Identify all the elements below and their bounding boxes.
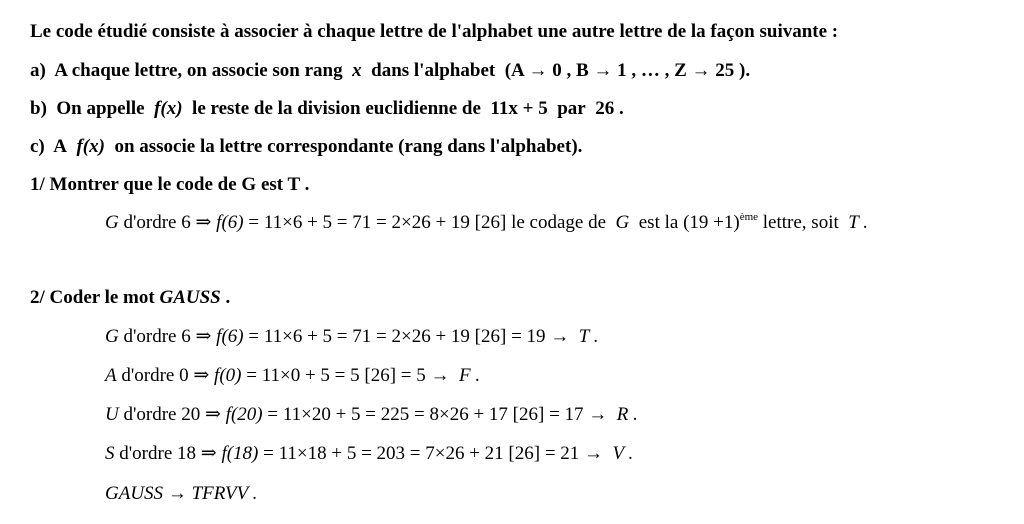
q2-word: GAUSS xyxy=(159,287,221,308)
q2-title xyxy=(30,286,230,310)
q2-line-g xyxy=(105,325,599,349)
q2-final-code: TFRVV . xyxy=(191,483,258,504)
step-a-mapping: (A → 0 , B → 1 , … , Z → 25 ). xyxy=(504,60,751,81)
q2-letter: G xyxy=(105,326,119,347)
step-c-fx: f(x) xyxy=(76,136,105,157)
step-c-text2: on associe la lettre correspondante (rang dans l'alphabet). xyxy=(114,136,583,157)
intro-text: Le code étudié consiste à associer à chaque lettre de l'alphabet une autre lettre de la façon suivante : xyxy=(30,21,839,42)
q2-final-word: GAUSS xyxy=(105,483,164,504)
step-a-text2: dans l'alphabet xyxy=(371,60,496,81)
q2-fx: f(6) xyxy=(216,326,244,347)
q2-calc: = 11×20 + 5 = 225 = 8×26 + 17 [26] = 17 → xyxy=(267,404,608,425)
q1-calc: = 11×6 + 5 = 71 = 2×26 + 19 [26] le codage de xyxy=(248,212,607,233)
q2-result: T . xyxy=(578,326,599,347)
q2-result: R . xyxy=(616,404,638,425)
step-a-var: x xyxy=(352,60,362,81)
q1-letter2: G xyxy=(615,212,630,233)
step-c-text: A xyxy=(53,136,67,157)
q1-title: 1/ Montrer que le code de G est T . xyxy=(30,174,310,195)
q2-calc: = 11×0 + 5 = 5 [26] = 5 → xyxy=(246,365,450,386)
q1-answer xyxy=(105,211,868,235)
q2-letter: U xyxy=(105,404,119,425)
q2-line-s xyxy=(105,442,633,466)
step-a-text: A chaque lettre, on associe son rang xyxy=(54,60,343,81)
q1-mid: est la (19 +1) xyxy=(638,212,740,233)
q2-title-suffix: . xyxy=(225,287,231,308)
q1-letter: G xyxy=(105,212,119,233)
q2-letter: A xyxy=(105,365,117,386)
q1-result: T . xyxy=(848,212,868,233)
q2-ordre: d'ordre 18 ⇒ xyxy=(119,443,217,464)
q2-line-u xyxy=(105,403,638,427)
q2-ordre: d'ordre 0 ⇒ xyxy=(121,365,210,386)
step-a-label: a) xyxy=(30,60,46,81)
step-b-fx: f(x) xyxy=(154,98,183,119)
step-b-text3: par xyxy=(557,98,586,119)
q1-end: lettre, soit xyxy=(762,212,839,233)
q1-ordre: d'ordre 6 ⇒ xyxy=(123,212,212,233)
q2-calc: = 11×6 + 5 = 71 = 2×26 + 19 [26] = 19 → xyxy=(248,326,570,347)
step-b-text2: le reste de la division euclidienne de xyxy=(192,98,481,119)
step-b-expr: 11x + 5 xyxy=(490,98,548,119)
step-b-label: b) xyxy=(30,98,47,119)
step-c-label: c) xyxy=(30,136,45,157)
q2-fx: f(18) xyxy=(221,443,259,464)
step-b-num: 26 . xyxy=(595,98,624,119)
q2-fx: f(20) xyxy=(225,404,263,425)
step-b xyxy=(30,97,624,121)
step-a xyxy=(30,59,750,83)
q2-title-prefix: 2/ Coder le mot xyxy=(30,287,155,308)
q2-result: V . xyxy=(612,443,634,464)
q1-fx: f(6) xyxy=(216,212,244,233)
q2-result: F . xyxy=(459,365,481,386)
step-b-text: On appelle xyxy=(56,98,145,119)
step-c xyxy=(30,135,582,159)
q2-final xyxy=(105,482,257,506)
q2-ordre: d'ordre 20 ⇒ xyxy=(123,404,221,425)
q2-line-a xyxy=(105,364,480,388)
q2-calc: = 11×18 + 5 = 203 = 7×26 + 21 [26] = 21 → xyxy=(263,443,604,464)
q1-sup: ème xyxy=(739,211,759,223)
q2-final-arrow: → xyxy=(167,483,187,504)
q2-letter: S xyxy=(105,443,115,464)
q2-ordre: d'ordre 6 ⇒ xyxy=(123,326,212,347)
q2-fx: f(0) xyxy=(214,365,242,386)
